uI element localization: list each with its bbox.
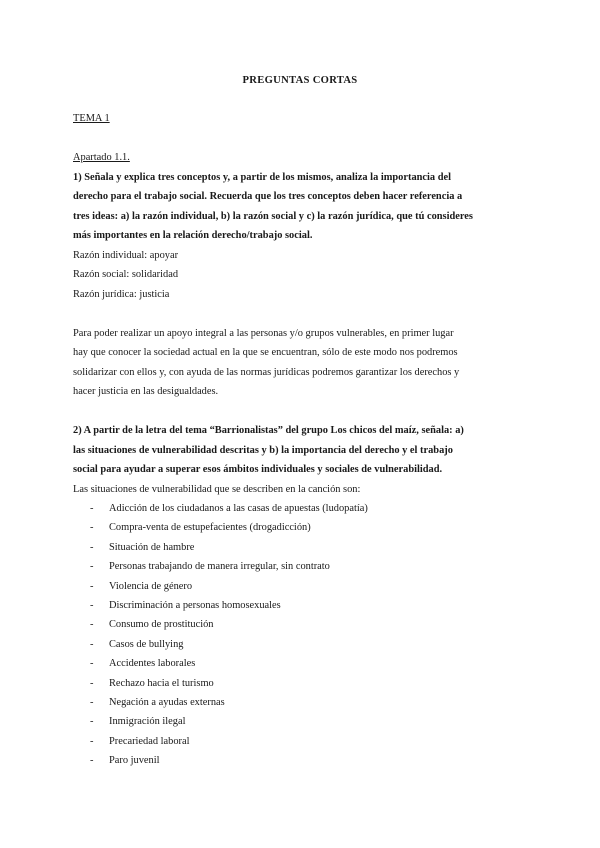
list-item xyxy=(73,557,533,576)
dash-marker: - xyxy=(90,522,94,534)
list-item-text: Compra-venta de estupefacientes (drogadicción) xyxy=(109,522,311,534)
list-item-text: Adicción de los ciudadanos a las casas de apuestas (ludopatía) xyxy=(109,503,368,514)
dash-marker: - xyxy=(90,638,94,650)
dash-marker: - xyxy=(90,599,94,611)
dash-marker: - xyxy=(90,541,94,553)
paragraph-line: hacer justicia en las desigualdades. xyxy=(73,386,219,397)
list-item xyxy=(73,732,533,751)
document-body xyxy=(73,148,533,770)
list-item xyxy=(73,538,533,557)
list-item-text: Accidentes laborales xyxy=(109,658,196,670)
spacer xyxy=(73,402,533,422)
list-item xyxy=(73,635,533,654)
dash-marker: - xyxy=(90,755,94,767)
paragraph-line: solidarizar con ellos y, con ayuda de las normas jurídicas podremos garantizar los derechos y xyxy=(73,366,460,378)
paragraph-line: hay que conocer la sociedad actual en la que se encuentran, sólo de este modo nos podremos xyxy=(73,347,458,358)
list-item-text: Negación a ayudas externas xyxy=(109,696,225,708)
paragraph xyxy=(73,324,533,402)
list-item-text: Discriminación a personas homosexuales xyxy=(109,599,281,611)
list-item xyxy=(73,615,533,634)
list-item xyxy=(73,751,533,770)
list-item xyxy=(73,596,533,615)
dash-marker: - xyxy=(90,580,94,592)
list-item xyxy=(73,712,533,731)
answer-razon-social: Razón social: solidaridad xyxy=(73,269,179,280)
answer-razon-juridica: Razón jurídica: justicia xyxy=(73,288,170,300)
list-item-text: Personas trabajando de manera irregular, sin contrato xyxy=(109,561,330,573)
question-1-line: derecho para el trabajo social. Recuerda que los tres conceptos deben hacer referencia a xyxy=(73,191,463,202)
question-1-line: 1) Señala y explica tres conceptos y, a partir de los mismos, analiza la importancia del xyxy=(73,171,451,183)
list-item-text: Precariedad laboral xyxy=(109,735,190,747)
dash-marker: - xyxy=(90,677,94,689)
list-item-text: Inmigración ilegal xyxy=(109,716,186,728)
page-title: PREGUNTAS CORTAS xyxy=(242,75,358,86)
dash-marker: - xyxy=(90,696,94,708)
list-item-text: Consumo de prostitución xyxy=(109,619,214,631)
question-2-line: las situaciones de vulnerabilidad descritas y b) la importancia del derecho y el trabajo xyxy=(73,444,453,456)
list-item xyxy=(73,654,533,673)
vulnerability-list xyxy=(73,499,533,770)
question-2 xyxy=(73,421,533,480)
list-intro: Las situaciones de vulnerabilidad que se describen en la canción son: xyxy=(73,483,361,495)
question-2-line: social para ayudar a superar esos ámbitos individuales y sociales de vulnerabilidad. xyxy=(73,464,443,475)
dash-marker: - xyxy=(90,561,94,573)
list-item xyxy=(73,693,533,712)
list-item-text: Situación de hambre xyxy=(109,541,195,553)
list-item xyxy=(73,518,533,537)
list-item-text: Rechazo hacia el turismo xyxy=(109,677,214,689)
question-1-line: tres ideas: a) la razón individual, b) la razón social y c) la razón jurídica, que tú consideres xyxy=(73,210,473,222)
section-heading-tema: TEMA 1 xyxy=(73,113,110,124)
list-item xyxy=(73,674,533,693)
dash-marker: - xyxy=(90,619,94,631)
list-item xyxy=(73,499,533,518)
dash-marker: - xyxy=(90,658,94,670)
list-item xyxy=(73,577,533,596)
answers-1 xyxy=(73,246,533,305)
dash-marker: - xyxy=(90,503,94,514)
list-item-text: Violencia de género xyxy=(109,580,193,592)
list-item-text: Paro juvenil xyxy=(109,755,160,767)
question-2-line: 2) A partir de la letra del tema “Barrionalistas” del grupo Los chicos del maíz, señala: a) xyxy=(73,425,464,436)
answer-razon-individual: Razón individual: apoyar xyxy=(73,249,179,261)
question-1-line: más importantes en la relación derecho/trabajo social. xyxy=(73,230,313,241)
list-item-text: Casos de bullying xyxy=(109,638,184,650)
dash-marker: - xyxy=(90,716,94,728)
dash-marker: - xyxy=(90,735,94,747)
paragraph-line: Para poder realizar un apoyo integral a las personas y/o grupos vulnerables, en primer lugar xyxy=(73,327,454,339)
subsection-heading-apartado: Apartado 1.1. xyxy=(73,152,130,163)
spacer xyxy=(73,304,533,324)
question-1 xyxy=(73,168,533,246)
